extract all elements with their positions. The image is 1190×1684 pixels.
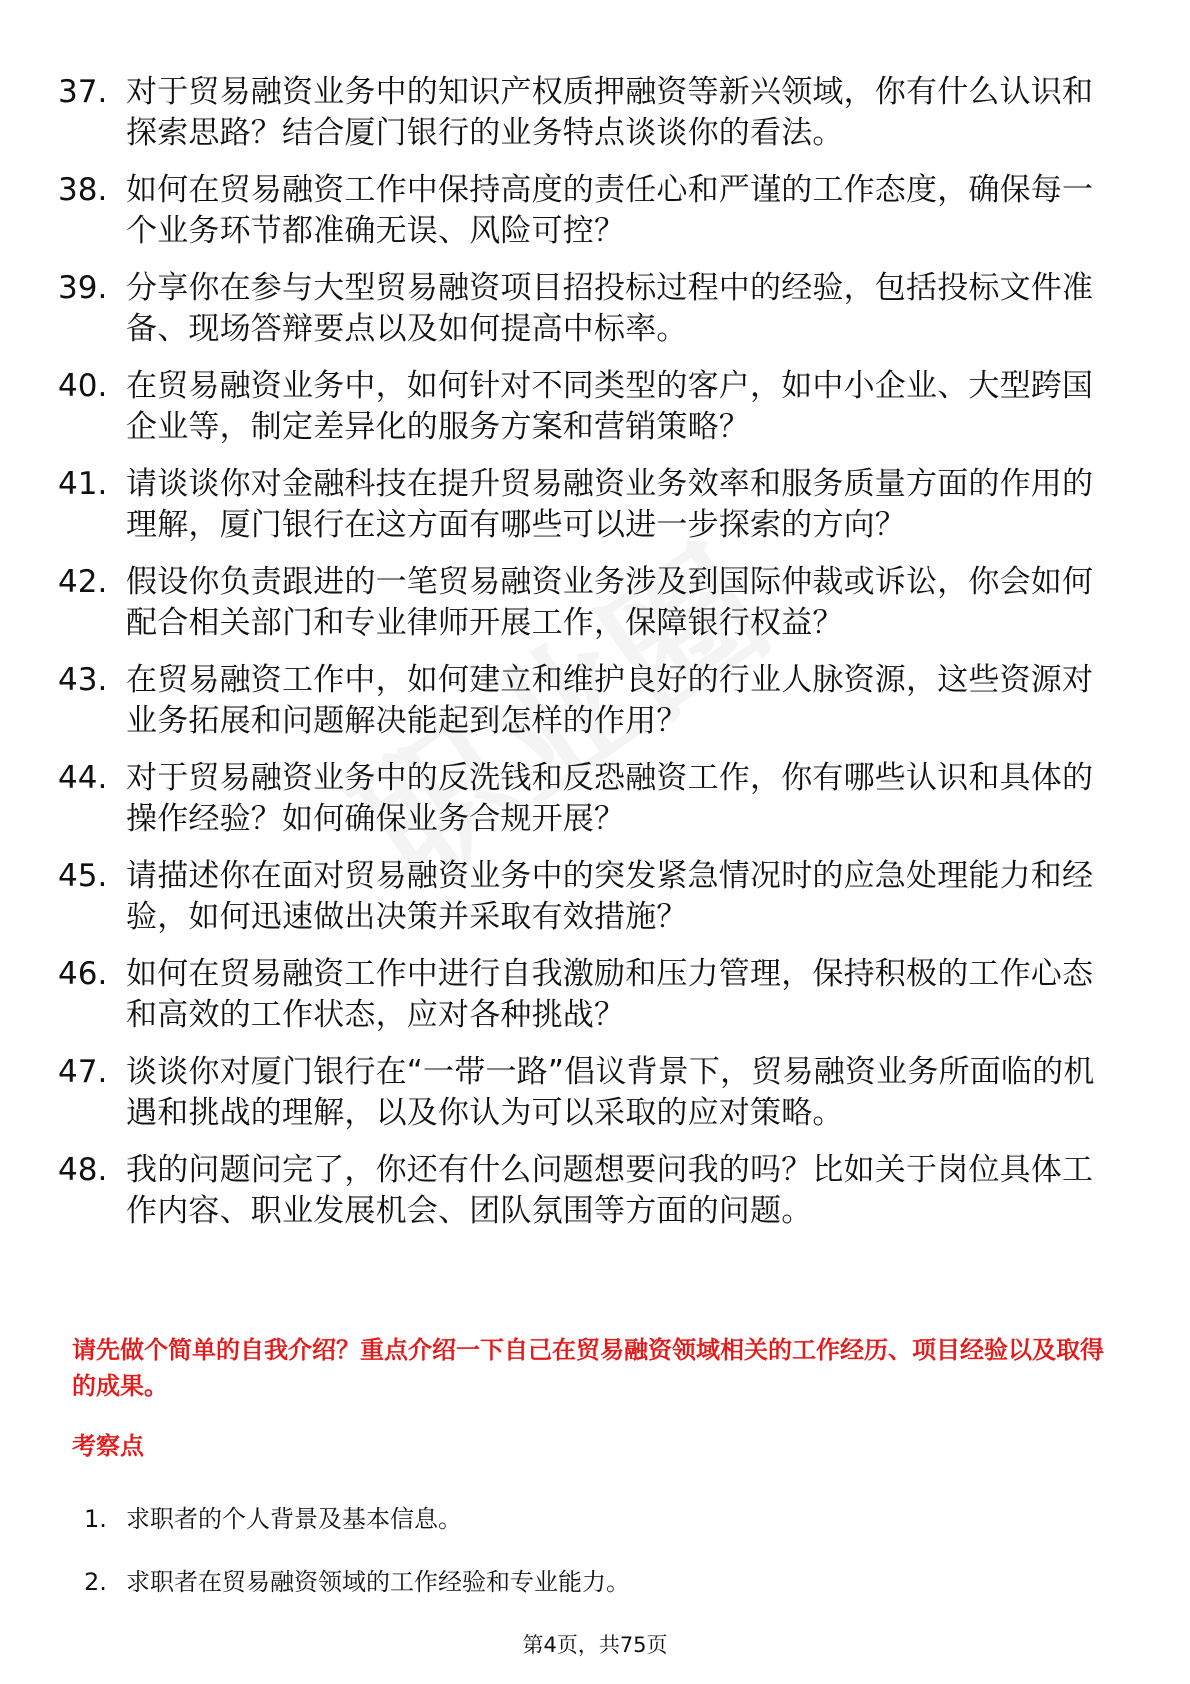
question-number: 45. bbox=[58, 858, 108, 894]
question-text: 分享你在参与大型贸易融资项目招投标过程中的经验，包括投标文件准备、现场答辩要点以及如何提高中标率。 bbox=[126, 270, 1094, 347]
list-item bbox=[58, 562, 1118, 644]
list-item bbox=[58, 464, 1118, 546]
question-number: 43. bbox=[58, 662, 108, 698]
point-number: 2. bbox=[84, 1568, 107, 1596]
list-item bbox=[58, 954, 1118, 1036]
question-text: 如何在贸易融资工作中进行自我激励和压力管理，保持积极的工作心态和高效的工作状态，应对各种挑战？ bbox=[126, 956, 1094, 1033]
question-list bbox=[58, 72, 1118, 1248]
list-item bbox=[58, 856, 1118, 938]
question-number: 38. bbox=[58, 172, 108, 208]
page-footer: 第4页，共75页 bbox=[522, 1633, 668, 1657]
point-number: 1. bbox=[84, 1505, 107, 1533]
list-item bbox=[58, 366, 1118, 448]
list-item bbox=[84, 1565, 630, 1599]
point-text: 求职者的个人背景及基本信息。 bbox=[126, 1505, 462, 1533]
point-text: 求职者在贸易融资领域的工作经验和专业能力。 bbox=[126, 1568, 630, 1596]
list-item bbox=[58, 1052, 1118, 1134]
question-text: 在贸易融资业务中，如何针对不同类型的客户，如中小企业、大型跨国企业等，制定差异化的服务方案和营销策略？ bbox=[126, 368, 1094, 445]
question-number: 46. bbox=[58, 956, 108, 992]
section-heading: 考察点 bbox=[72, 1432, 144, 1460]
list-item bbox=[58, 170, 1118, 252]
question-number: 40. bbox=[58, 368, 108, 404]
key-points-list bbox=[84, 1502, 630, 1628]
question-text: 请谈谈你对金融科技在提升贸易融资业务效率和服务质量方面的作用的理解，厦门银行在这方面有哪些可以进一步探索的方向？ bbox=[126, 466, 1094, 543]
question-text: 谈谈你对厦门银行在“一带一路”倡议背景下，贸易融资业务所面临的机遇和挑战的理解，以及你认为可以采取的应对策略。 bbox=[126, 1054, 1095, 1131]
question-number: 39. bbox=[58, 270, 108, 306]
question-text: 我的问题问完了，你还有什么问题想要问我的吗？比如关于岗位具体工作内容、职业发展机会、团队氛围等方面的问题。 bbox=[126, 1152, 1094, 1229]
list-item bbox=[58, 758, 1118, 840]
question-number: 41. bbox=[58, 466, 108, 502]
question-text: 如何在贸易融资工作中保持高度的责任心和严谨的工作态度，确保每一个业务环节都准确无误、风险可控？ bbox=[126, 172, 1094, 249]
list-item bbox=[58, 268, 1118, 350]
question-text: 对于贸易融资业务中的反洗钱和反恐融资工作，你有哪些认识和具体的操作经验？如何确保业务合规开展？ bbox=[126, 760, 1094, 837]
question-text: 对于贸易融资业务中的知识产权质押融资等新兴领域，你有什么认识和探索思路？结合厦门银行的业务特点谈谈你的看法。 bbox=[126, 74, 1094, 151]
list-item bbox=[58, 72, 1118, 154]
question-number: 48. bbox=[58, 1152, 108, 1188]
question-number: 37. bbox=[58, 74, 108, 110]
highlight-question: 请先做个简单的自我介绍？重点介绍一下自己在贸易融资领域相关的工作经历、项目经验以及取得的成果。 bbox=[72, 1336, 1104, 1400]
list-item bbox=[58, 1150, 1118, 1232]
list-item bbox=[84, 1502, 630, 1536]
question-text: 在贸易融资工作中，如何建立和维护良好的行业人脉资源，这些资源对业务拓展和问题解决能起到怎样的作用？ bbox=[126, 662, 1094, 739]
question-number: 44. bbox=[58, 760, 108, 796]
list-item bbox=[58, 660, 1118, 742]
question-number: 42. bbox=[58, 564, 108, 600]
question-text: 假设你负责跟进的一笔贸易融资业务涉及到国际仲裁或诉讼，你会如何配合相关部门和专业律师开展工作，保障银行权益？ bbox=[126, 564, 1094, 641]
question-text: 请描述你在面对贸易融资业务中的突发紧急情况时的应急处理能力和经验，如何迅速做出决策并采取有效措施？ bbox=[126, 858, 1094, 935]
question-number: 47. bbox=[58, 1054, 108, 1090]
